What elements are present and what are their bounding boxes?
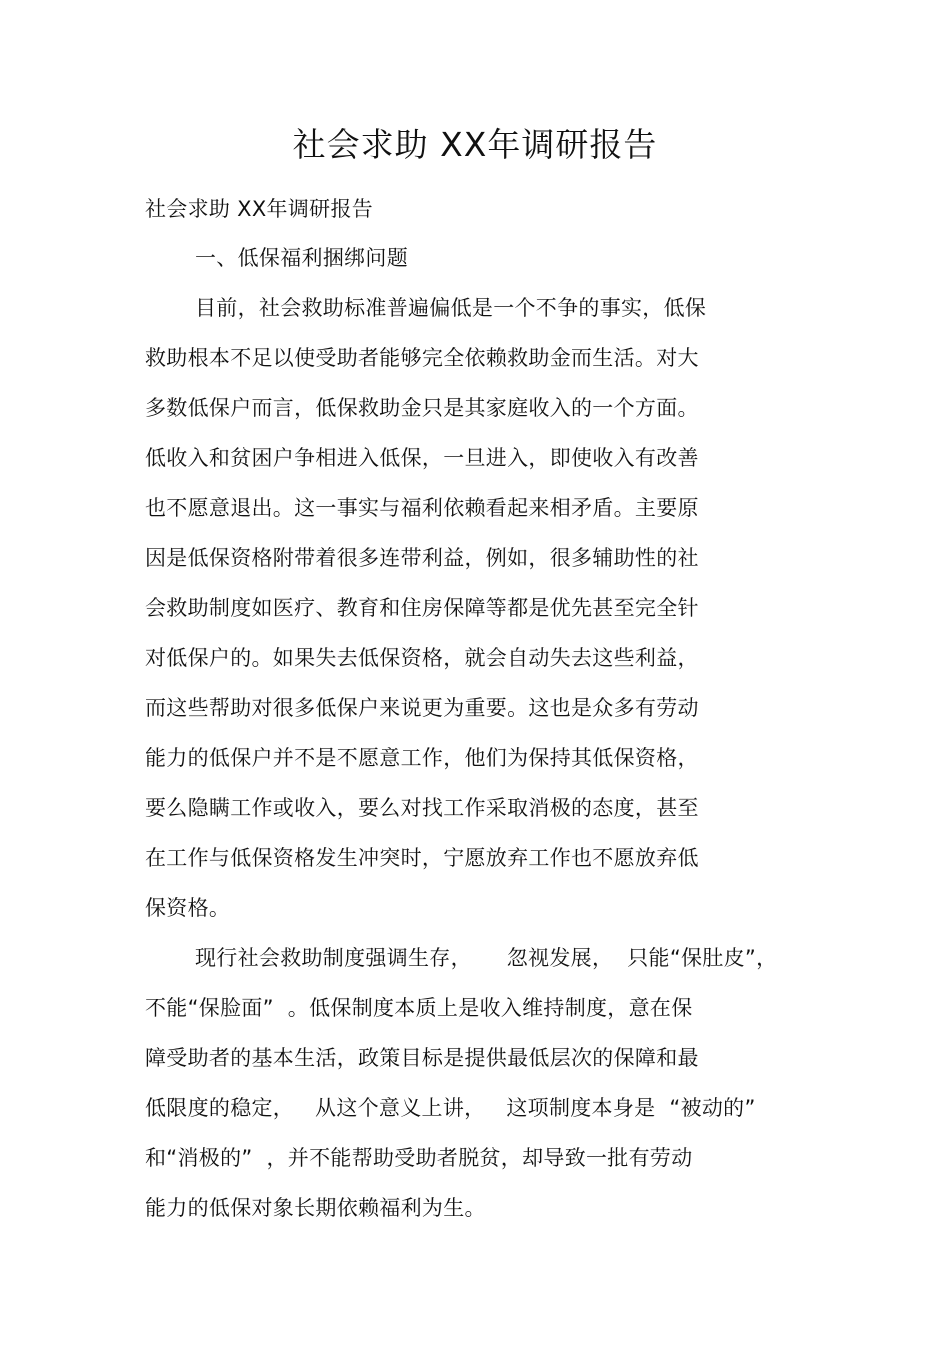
paragraph-line: 也不愿意退出。这一事实与福利依赖看起来相矛盾。主要原: [145, 496, 699, 520]
paragraph-line: 低收入和贫困户争相进入低保，一旦进入，即使收入有改善: [145, 446, 699, 470]
paragraph-line: 低限度的稳定， 从这个意义上讲， 这项制度本身是 “被动的”: [145, 1096, 756, 1120]
paragraph-line: 保资格。: [145, 896, 231, 920]
paragraph-line: 而这些帮助对很多低保户来说更为重要。这也是众多有劳动: [145, 696, 699, 720]
paragraph-line: 救助根本不足以使受助者能够完全依赖救助金而生活。对大: [145, 346, 699, 370]
section-heading: 一、低保福利捆绑问题: [195, 246, 408, 270]
paragraph-line: 多数低保户而言，低保救助金只是其家庭收入的一个方面。: [145, 396, 699, 420]
paragraph-line: 不能“保脸面” 。低保制度本质上是收入维持制度，意在保: [145, 996, 693, 1020]
document-subtitle: 社会求助 XX年调研报告: [145, 197, 374, 221]
paragraph-line: 要么隐瞒工作或收入，要么对找工作采取消极的态度，甚至: [145, 796, 699, 820]
paragraph-line: 会救助制度如医疗、教育和住房保障等都是优先甚至完全针: [145, 596, 699, 620]
paragraph-line: 目前，社会救助标准普遍偏低是一个不争的事实，低保: [195, 296, 707, 320]
paragraph-line: 现行社会救助制度强调生存， 忽视发展， 只能“保肚皮”，: [195, 946, 778, 970]
paragraph-line: 能力的低保户并不是不愿意工作，他们为保持其低保资格，: [145, 746, 699, 770]
paragraph-line: 和“消极的” ，并不能帮助受助者脱贫，却导致一批有劳动: [145, 1146, 693, 1170]
document-title: 社会求助 XX年调研报告: [292, 125, 658, 164]
paragraph-line: 因是低保资格附带着很多连带利益，例如，很多辅助性的社: [145, 546, 699, 570]
paragraph-line: 能力的低保对象长期依赖福利为生。: [145, 1196, 486, 1220]
paragraph-line: 障受助者的基本生活，政策目标是提供最低层次的保障和最: [145, 1046, 699, 1070]
paragraph-line: 在工作与低保资格发生冲突时，宁愿放弃工作也不愿放弃低: [145, 846, 699, 870]
paragraph-line: 对低保户的。如果失去低保资格，就会自动失去这些利益，: [145, 646, 699, 670]
